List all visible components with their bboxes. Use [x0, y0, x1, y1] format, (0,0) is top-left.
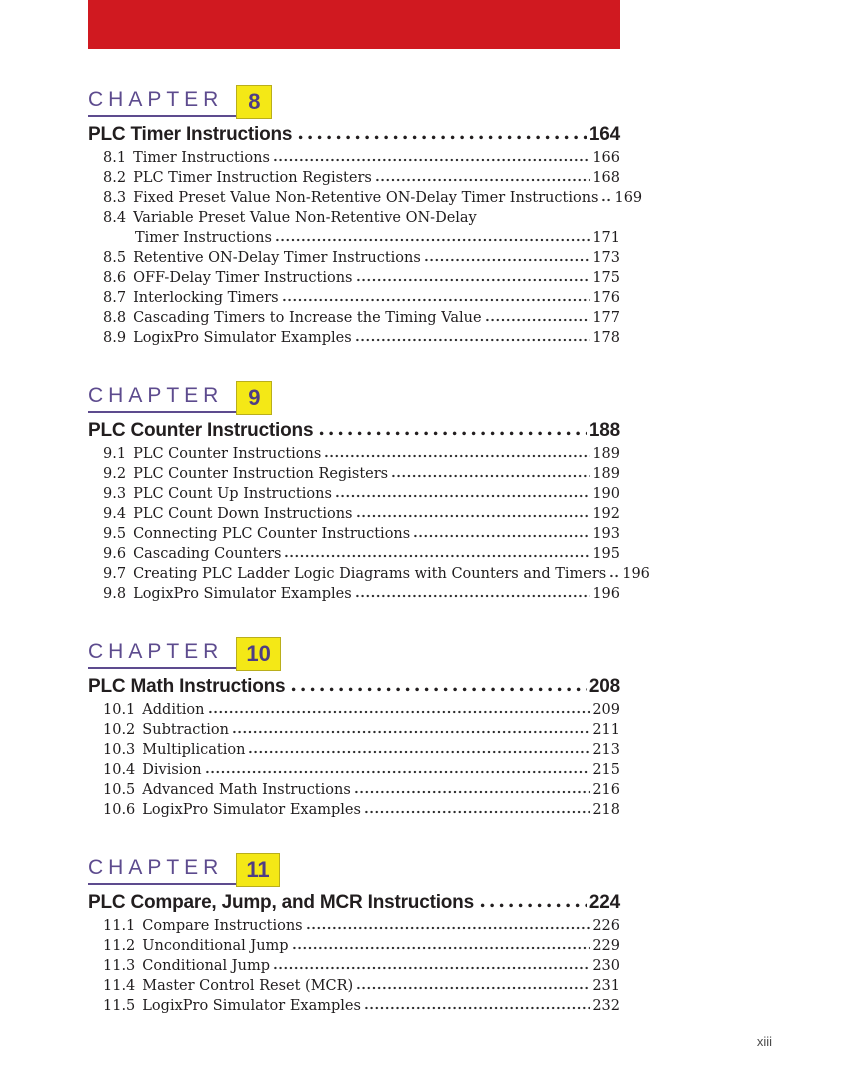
- section-title: LogixPro Simulator Examples: [142, 998, 361, 1014]
- section-number: 9.8: [103, 586, 127, 602]
- section-title: PLC Count Up Instructions: [133, 486, 332, 502]
- section-page-number: 196: [592, 586, 620, 602]
- section-title: Creating PLC Ladder Logic Diagrams with Counters and Timers: [133, 566, 607, 582]
- section-page-number: 175: [592, 270, 620, 286]
- chapter-number-box: [236, 381, 272, 415]
- section-number: 8.6: [103, 270, 127, 286]
- chapter-page-number: 164: [588, 124, 620, 145]
- chapter-title: PLC Compare, Jump, and MCR Instructions: [88, 892, 474, 913]
- section-number: 8.1: [103, 150, 127, 166]
- dot-leader: [298, 135, 587, 140]
- dot-leader: [293, 946, 591, 950]
- section-title: Cascading Timers to Increase the Timing Value: [133, 310, 482, 326]
- section-title: LogixPro Simulator Examples: [142, 802, 361, 818]
- section-page-number: 189: [592, 466, 620, 482]
- dot-leader: [602, 198, 612, 202]
- section-number: 10.1: [103, 702, 136, 718]
- chapter-number: 10: [246, 641, 271, 666]
- chapter-number-box: [236, 637, 280, 671]
- section-number: 10.2: [103, 722, 136, 738]
- section-number: 9.2: [103, 466, 127, 482]
- section-number: 10.6: [103, 802, 136, 818]
- section-page-number: 177: [592, 310, 620, 326]
- chapter-sections: [88, 918, 620, 1018]
- section-title: Variable Preset Value Non-Retentive ON-Delay: [133, 210, 477, 226]
- toc-section-entry: [103, 802, 620, 822]
- dot-leader: [365, 810, 590, 814]
- section-number: 11.1: [103, 918, 136, 934]
- section-title: OFF-Delay Timer Instructions: [133, 270, 353, 286]
- toc-section-entry: [103, 526, 620, 546]
- section-title: Unconditional Jump: [142, 938, 289, 954]
- dot-leader: [206, 770, 591, 774]
- chapter-title-line: [88, 124, 620, 146]
- section-number: 9.3: [103, 486, 127, 502]
- toc-section-entry: [103, 782, 620, 802]
- chapter-title: PLC Math Instructions: [88, 676, 286, 697]
- section-title: PLC Counter Instruction Registers: [133, 466, 389, 482]
- section-page-number: 169: [614, 190, 643, 206]
- chapter-number: 11: [246, 857, 270, 882]
- chapter-title-line: [88, 892, 620, 914]
- section-page-number: 211: [592, 722, 620, 738]
- dot-leader: [274, 966, 590, 970]
- section-number: 9.1: [103, 446, 127, 462]
- dot-leader: [283, 298, 591, 302]
- toc-section-entry: [103, 566, 650, 586]
- chapter-heading: [88, 637, 620, 671]
- section-page-number: 190: [592, 486, 620, 502]
- chapter-heading: [88, 381, 620, 415]
- chapter-label: CHAPTER: [88, 85, 236, 117]
- section-number: 8.4: [103, 210, 127, 226]
- toc-section-entry: [103, 978, 620, 998]
- dot-leader: [356, 338, 591, 342]
- section-page-number: 215: [592, 762, 620, 778]
- section-page-number: 230: [592, 958, 620, 974]
- section-page-number: 166: [592, 150, 620, 166]
- chapter-title-line: [88, 676, 620, 698]
- dot-leader: [291, 687, 586, 692]
- section-title: Multiplication: [142, 742, 246, 758]
- section-number: 10.5: [103, 782, 136, 798]
- dot-leader: [414, 534, 590, 538]
- section-number: 9.6: [103, 546, 127, 562]
- dot-leader: [392, 474, 590, 478]
- section-title: LogixPro Simulator Examples: [133, 586, 352, 602]
- section-number: 9.4: [103, 506, 127, 522]
- toc-section-entry: [103, 938, 620, 958]
- chapter-number-box: [236, 853, 279, 887]
- chapter-sections: [88, 446, 650, 606]
- header-red-bar: [88, 0, 620, 49]
- dot-leader: [325, 454, 590, 458]
- dot-leader: [425, 258, 591, 262]
- dot-leader: [209, 710, 591, 714]
- dot-leader: [233, 730, 590, 734]
- toc-section-entry: [103, 742, 620, 762]
- dot-leader: [355, 790, 591, 794]
- toc-section-entry: [103, 330, 620, 350]
- dot-leader: [276, 238, 590, 242]
- chapter-title-line: [88, 420, 620, 442]
- section-number: 11.5: [103, 998, 136, 1014]
- dot-leader: [356, 594, 591, 598]
- section-title: PLC Count Down Instructions: [133, 506, 353, 522]
- chapter-sections: [88, 702, 620, 822]
- section-number: 8.5: [103, 250, 127, 266]
- section-page-number: 192: [592, 506, 620, 522]
- section-number: 10.3: [103, 742, 136, 758]
- dot-leader: [365, 1006, 590, 1010]
- section-title: PLC Counter Instructions: [133, 446, 322, 462]
- toc-section-entry: [103, 998, 620, 1018]
- section-page-number: 178: [592, 330, 620, 346]
- dot-leader: [307, 926, 591, 930]
- toc-section-entry: [103, 586, 620, 606]
- section-title: Master Control Reset (MCR): [142, 978, 354, 994]
- toc-section-entry: [103, 546, 620, 566]
- page-folio: xiii: [756, 1034, 772, 1049]
- section-title: Interlocking Timers: [133, 290, 279, 306]
- chapter-block: [88, 381, 650, 606]
- section-title: Conditional Jump: [142, 958, 270, 974]
- chapter-number-box: [236, 85, 272, 119]
- section-title: Division: [142, 762, 202, 778]
- toc-section-entry: [103, 150, 620, 170]
- section-page-number: 213: [592, 742, 620, 758]
- section-number: 9.7: [103, 566, 127, 582]
- chapter-number: 8: [248, 89, 261, 114]
- toc-content: [88, 85, 650, 1049]
- toc-section-continuation: [103, 230, 620, 250]
- section-page-number: 218: [592, 802, 620, 818]
- chapter-page-number: 188: [588, 420, 620, 441]
- dot-leader: [274, 158, 590, 162]
- toc-section-entry: [103, 446, 620, 466]
- section-title: Addition: [142, 702, 205, 718]
- section-title: Compare Instructions: [142, 918, 303, 934]
- chapter-title: PLC Timer Instructions: [88, 124, 293, 145]
- dot-leader: [336, 494, 590, 498]
- section-page-number: 232: [592, 998, 620, 1014]
- section-page-number: 168: [592, 170, 620, 186]
- section-number: 11.2: [103, 938, 136, 954]
- toc-section-entry: [103, 466, 620, 486]
- section-title: Connecting PLC Counter Instructions: [133, 526, 411, 542]
- toc-section-entry: [103, 170, 620, 190]
- section-title: PLC Timer Instruction Registers: [133, 170, 372, 186]
- section-number: 8.2: [103, 170, 127, 186]
- dot-leader: [610, 574, 620, 578]
- section-number: 8.7: [103, 290, 127, 306]
- chapter-block: [88, 85, 643, 350]
- section-page-number: 193: [592, 526, 620, 542]
- chapter-block: [88, 853, 620, 1018]
- chapter-sections: [88, 150, 643, 350]
- chapter-number: 9: [248, 385, 261, 410]
- chapter-heading: [88, 85, 620, 119]
- section-page-number: 195: [592, 546, 620, 562]
- chapter-page-number: 224: [588, 892, 620, 913]
- chapter-label: CHAPTER: [88, 637, 236, 669]
- section-page-number: 229: [592, 938, 620, 954]
- section-title: Cascading Counters: [133, 546, 282, 562]
- section-number: 8.3: [103, 190, 127, 206]
- section-title: Fixed Preset Value Non-Retentive ON-Delay Timer Instructions: [133, 190, 599, 206]
- dot-leader: [249, 750, 590, 754]
- dot-leader: [486, 318, 591, 322]
- section-page-number: 189: [592, 446, 620, 462]
- section-number: 8.9: [103, 330, 127, 346]
- toc-section-entry: [103, 918, 620, 938]
- section-title: Timer Instructions: [133, 150, 270, 166]
- section-page-number: 226: [592, 918, 620, 934]
- chapter-heading: [88, 853, 620, 887]
- section-title: Retentive ON-Delay Timer Instructions: [133, 250, 421, 266]
- section-title-line2: Timer Instructions: [135, 230, 272, 246]
- chapter-label: CHAPTER: [88, 381, 236, 413]
- section-title: LogixPro Simulator Examples: [133, 330, 352, 346]
- toc-section-entry: [103, 506, 620, 526]
- dot-leader: [376, 178, 590, 182]
- section-number: 9.5: [103, 526, 127, 542]
- section-title: Subtraction: [142, 722, 229, 738]
- toc-section-entry: [103, 270, 620, 290]
- section-number: 11.4: [103, 978, 136, 994]
- chapter-block: [88, 637, 620, 822]
- section-page-number: 173: [592, 250, 620, 266]
- dot-leader: [357, 278, 591, 282]
- dot-leader: [319, 431, 587, 436]
- section-number: 10.4: [103, 762, 136, 778]
- toc-section-entry: [103, 290, 620, 310]
- chapter-page-number: 208: [588, 676, 620, 697]
- section-number: 8.8: [103, 310, 127, 326]
- dot-leader: [357, 514, 591, 518]
- toc-section-entry: [103, 722, 620, 742]
- section-page-number: 209: [592, 702, 620, 718]
- section-page-number: 216: [592, 782, 620, 798]
- dot-leader: [480, 903, 587, 908]
- section-page-number: 171: [592, 230, 620, 246]
- section-page-number: 176: [592, 290, 620, 306]
- section-page-number: 196: [622, 566, 650, 582]
- toc-section-entry: [103, 210, 620, 230]
- dot-leader: [285, 554, 590, 558]
- section-page-number: 231: [592, 978, 620, 994]
- toc-section-entry: [103, 486, 620, 506]
- toc-section-entry: [103, 762, 620, 782]
- toc-section-entry: [103, 190, 643, 210]
- toc-section-entry: [103, 958, 620, 978]
- chapter-title: PLC Counter Instructions: [88, 420, 314, 441]
- toc-section-entry: [103, 250, 620, 270]
- toc-section-entry: [103, 702, 620, 722]
- section-number: 11.3: [103, 958, 136, 974]
- dot-leader: [357, 986, 590, 990]
- toc-section-entry: [103, 310, 620, 330]
- chapter-label: CHAPTER: [88, 853, 236, 885]
- section-title: Advanced Math Instructions: [142, 782, 351, 798]
